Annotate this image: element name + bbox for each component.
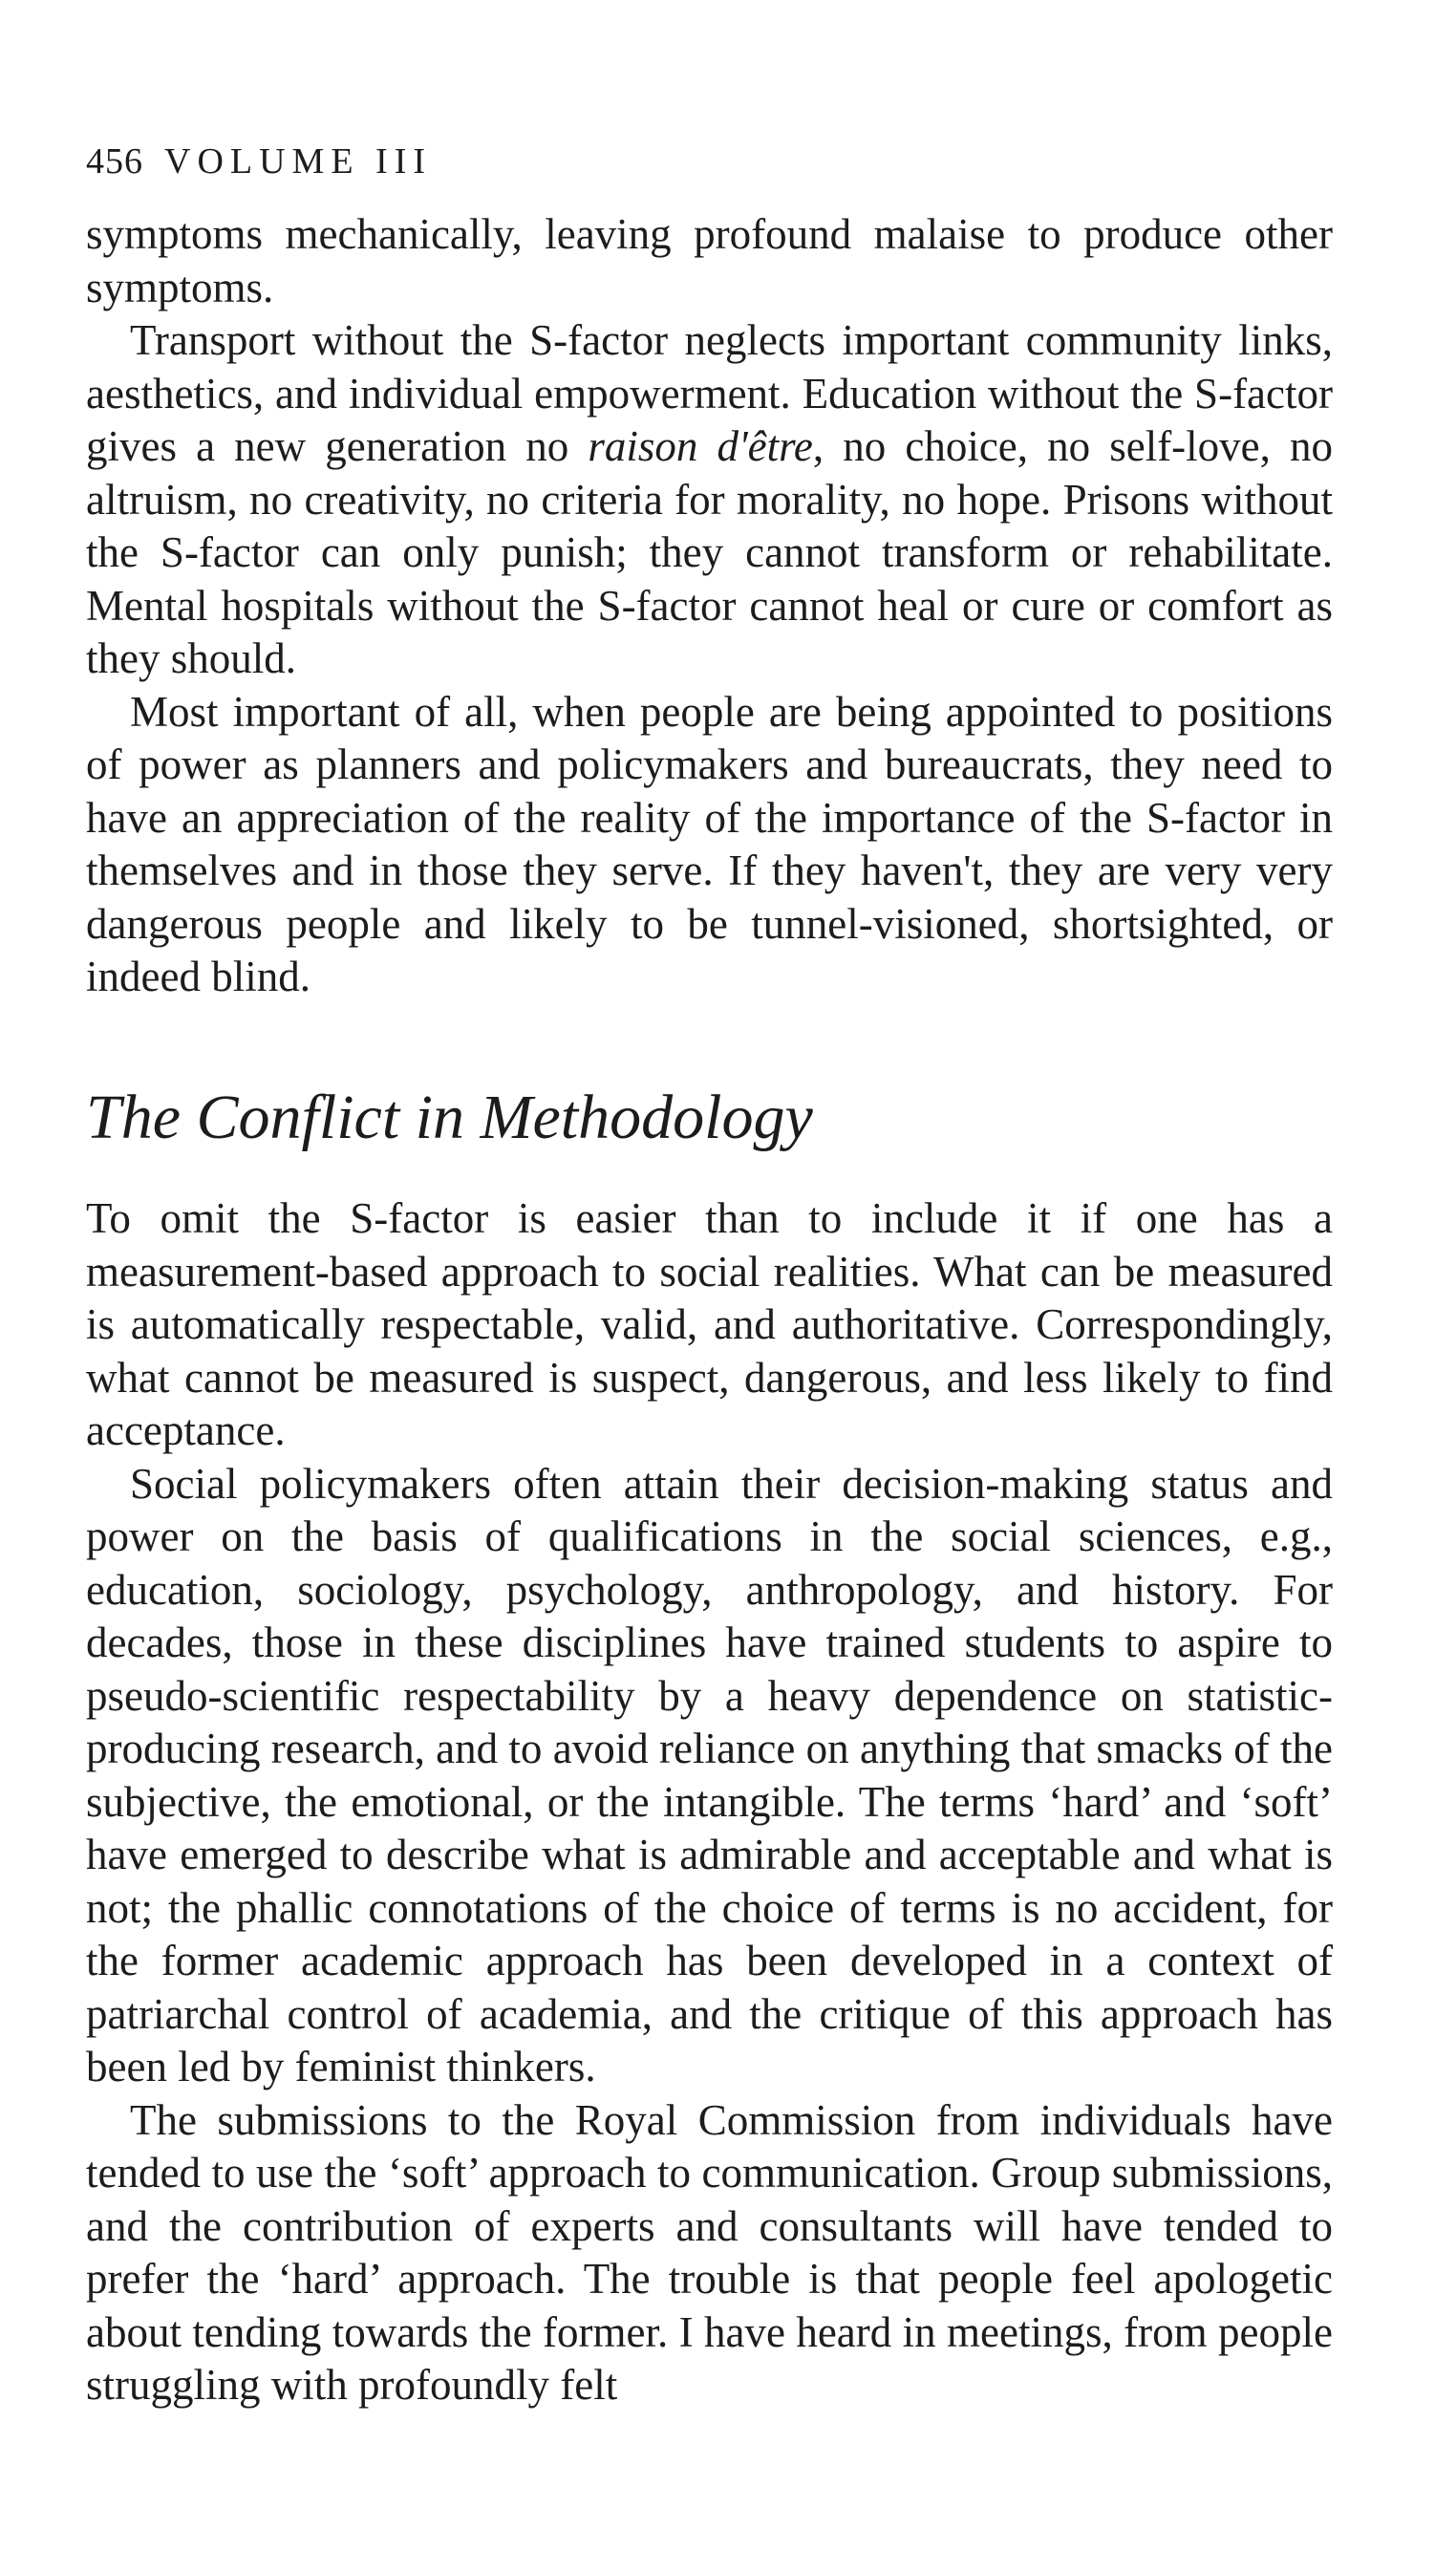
page-number: 456 — [86, 141, 143, 182]
text-run: Social policymakers often attain their decision-making status and power on the basis of qualifications in the social sciences, e.g., education, sociology, psychology, anthropology, and history. For decades, those in these disciplines have trained students to aspire to pseudo-scientific respectability by a heavy dependence on statistic-producing research, and to avoid reliance on anything that smacks of the subjective, the emotional, or the intangible. The terms ‘hard’ and ‘soft’ have emerged to describe what is admirable and acceptable and what is not; the phallic connotations of the choice of terms is no accident, for the former academic approach has been developed in a context of patriarchal control of academia, and the critique of this approach has been led by feminist thinkers. — [86, 1459, 1333, 2091]
text-run: Most important of all, when people are being appointed to positions of power as planners and policymakers and bureaucrats, they need to have an appreciation of the reality of the importance of the S-factor in themselves and in those they serve. If they haven't, they are very very dangerous people and likely to be tunnel-visioned, shortsighted, or indeed blind. — [86, 687, 1333, 1000]
paragraph — [86, 2094, 1333, 2412]
body-text-after-heading — [86, 1192, 1333, 2412]
text-run: The submissions to the Royal Commission from individuals have tended to use the ‘soft’ approach to communication. Group submissions, and the contribution of experts and consultants will have tended to prefer the ‘hard’ approach. The trouble is that people feel apologetic about tending towards the former. I have heard in meetings, from people struggling with profoundly felt — [86, 2095, 1333, 2410]
paragraph — [86, 1192, 1333, 1458]
body-text-before-heading — [86, 208, 1333, 1004]
text-run: Transport without the S-factor neglects important community links, aesthetics, and individual empowerment. Education without the S-factor gives a new generation no — [86, 316, 1333, 470]
text-run: , no choice, no self-love, no altruism, no creativity, no criteria for morality, no hope. Prisons without the S-factor can only punish; they cannot transform or rehabilitate. Mental hospitals without the S-factor cannot heal or cure or comfort as they should. — [86, 422, 1333, 682]
italic-phrase: raison d'être — [588, 422, 813, 470]
text-run: symptoms mechanically, leaving profound malaise to produce other symptoms. — [86, 210, 1333, 311]
running-head — [86, 143, 1333, 180]
book-page — [86, 143, 1333, 2412]
paragraph — [86, 314, 1333, 686]
volume-title: VOLUME III — [164, 141, 433, 182]
paragraph — [86, 686, 1333, 1004]
paragraph — [86, 208, 1333, 314]
paragraph — [86, 1458, 1333, 2094]
section-heading: The Conflict in Methodology — [86, 1082, 813, 1152]
text-run: To omit the S-factor is easier than to include it if one has a measurement-based approach to social realities. What can be measured is automatically respectable, valid, and authoritative. Correspondingly, what cannot be measured is suspect, dangerous, and less likely to find acceptance. — [86, 1194, 1333, 1455]
